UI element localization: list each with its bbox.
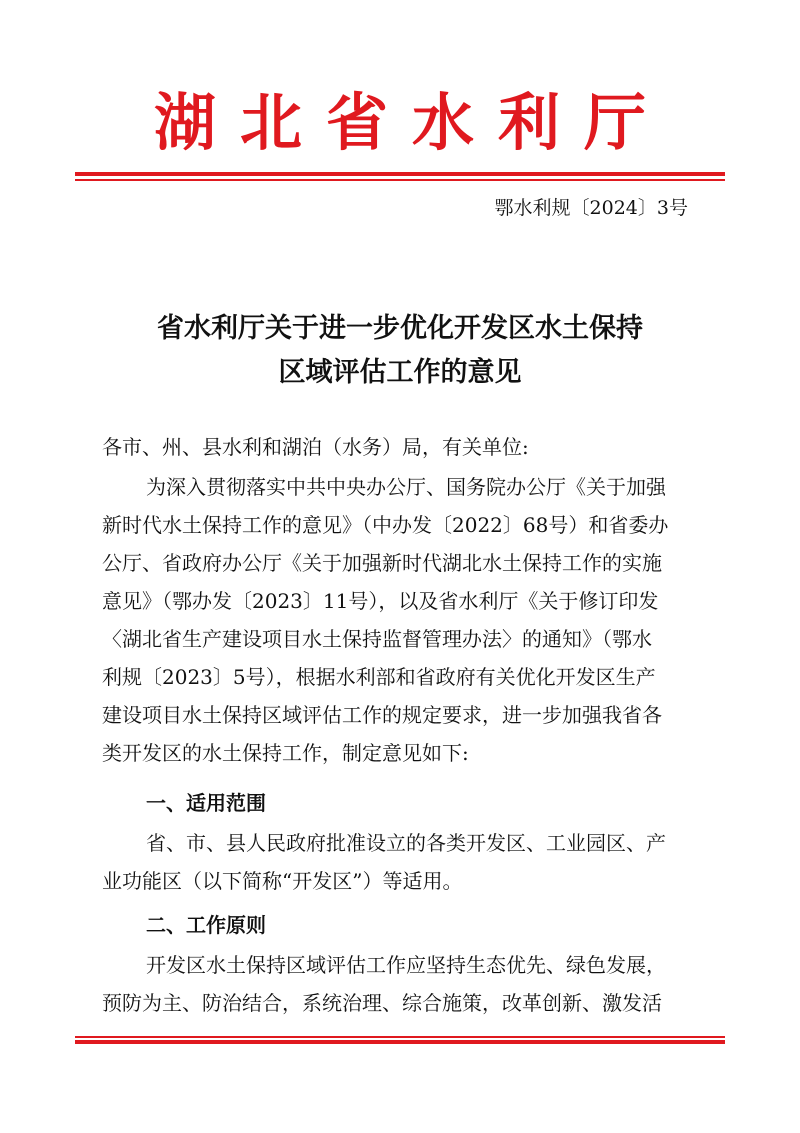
header-red-line-thick — [75, 172, 725, 176]
footer-red-line-thick — [75, 1040, 725, 1044]
intro-line: 公厅、省政府办公厅《关于加强新时代湖北水土保持工作的实施 — [102, 551, 662, 575]
footer-red-line-thin — [75, 1036, 725, 1038]
document-title-line-1: 省水利厅关于进一步优化开发区水土保持 — [157, 313, 643, 344]
intro-line: 〈湖北省生产建设项目水土保持监督管理办法〉的通知》（鄂水 — [102, 627, 652, 651]
document-title-line-2: 区域评估工作的意见 — [278, 357, 522, 388]
agency-header: 湖北省水利厅 — [153, 86, 670, 159]
salutation: 各市、州、县水利和湖泊（水务）局，有关单位: — [102, 435, 529, 459]
section-heading-scope: 一、适用范围 — [146, 791, 266, 815]
section-heading-principles: 二、工作原则 — [146, 913, 266, 937]
document-number: 鄂水利规〔2024〕3号 — [494, 197, 688, 219]
intro-line: 为深入贯彻落实中共中央办公厅、国务院办公厅《关于加强 — [146, 475, 666, 499]
section2-line: 开发区水土保持区域评估工作应坚持生态优先、绿色发展， — [146, 953, 666, 977]
intro-line: 利规〔2023〕5号），根据水利部和省政府有关优化开发区生产 — [102, 665, 656, 689]
intro-line: 类开发区的水土保持工作，制定意见如下: — [102, 741, 469, 765]
intro-line: 新时代水土保持工作的意见》（中办发〔2022〕68号）和省委办 — [102, 513, 669, 537]
intro-line: 意见》（鄂办发〔2023〕11号），以及省水利厅《关于修订印发 — [102, 589, 659, 613]
section1-line: 省、市、县人民政府批准设立的各类开发区、工业园区、产 — [146, 831, 666, 855]
section2-line: 预防为主、防治结合，系统治理、综合施策，改革创新、激发活 — [102, 991, 662, 1015]
intro-line: 建设项目水土保持区域评估工作的规定要求，进一步加强我省各 — [102, 703, 662, 727]
header-red-line-thin — [75, 179, 725, 181]
section1-line: 业功能区（以下简称“开发区”）等适用。 — [102, 869, 463, 893]
